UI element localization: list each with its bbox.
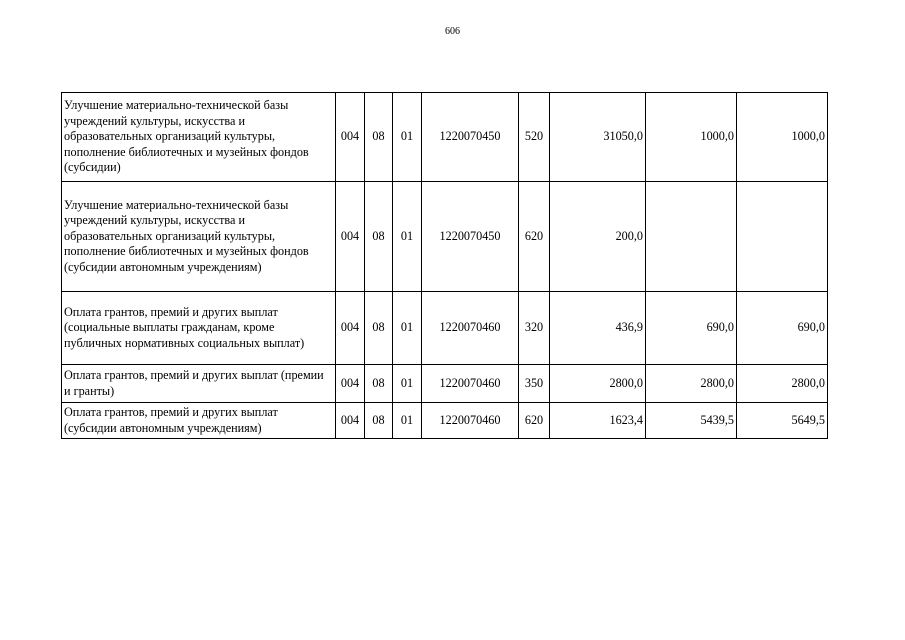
subsection-code-cell: 01 — [393, 182, 422, 292]
expense-name-cell: Оплата грантов, премий и других выплат (социальные выплаты гражданам, кроме публичных нормативных социальных выплат) — [62, 292, 336, 365]
section-code-cell: 08 — [365, 365, 393, 403]
section-code-cell: 08 — [365, 93, 393, 182]
target-article-cell: 1220070460 — [422, 403, 519, 439]
ministry-code-cell: 004 — [336, 182, 365, 292]
table-row — [62, 93, 828, 182]
expense-type-cell: 520 — [519, 93, 550, 182]
table-row — [62, 403, 828, 439]
table-row — [62, 182, 828, 292]
subsection-code-cell: 01 — [393, 403, 422, 439]
amount-cell-1: 1623,4 — [550, 403, 646, 439]
subsection-code-cell: 01 — [393, 292, 422, 365]
expense-type-cell: 350 — [519, 365, 550, 403]
subsection-code-cell: 01 — [393, 365, 422, 403]
amount-cell-1: 2800,0 — [550, 365, 646, 403]
expense-type-cell: 620 — [519, 403, 550, 439]
amount-cell-1: 436,9 — [550, 292, 646, 365]
amount-cell-3 — [737, 182, 828, 292]
expense-name-cell: Улучшение материально-технической базы учреждений культуры, искусства и образовательных организаций культуры, пополнение библиотечных и музейных фондов (субсидии автономным учреждениям) — [62, 182, 336, 292]
amount-cell-2: 690,0 — [646, 292, 737, 365]
target-article-cell: 1220070450 — [422, 93, 519, 182]
page-number: 606 — [445, 26, 460, 37]
amount-cell-3: 5649,5 — [737, 403, 828, 439]
amount-cell-3: 690,0 — [737, 292, 828, 365]
amount-cell-1: 200,0 — [550, 182, 646, 292]
amount-cell-1: 31050,0 — [550, 93, 646, 182]
table-row — [62, 365, 828, 403]
budget-table — [61, 92, 828, 439]
expense-type-cell: 320 — [519, 292, 550, 365]
ministry-code-cell: 004 — [336, 93, 365, 182]
expense-name-cell: Улучшение материально-технической базы учреждений культуры, искусства и образовательных организаций культуры, пополнение библиотечных и музейных фондов (субсидии) — [62, 93, 336, 182]
ministry-code-cell: 004 — [336, 292, 365, 365]
ministry-code-cell: 004 — [336, 365, 365, 403]
ministry-code-cell: 004 — [336, 403, 365, 439]
target-article-cell: 1220070460 — [422, 365, 519, 403]
amount-cell-2 — [646, 182, 737, 292]
expense-type-cell: 620 — [519, 182, 550, 292]
amount-cell-3: 2800,0 — [737, 365, 828, 403]
amount-cell-2: 2800,0 — [646, 365, 737, 403]
section-code-cell: 08 — [365, 292, 393, 365]
expense-name-cell: Оплата грантов, премий и других выплат (субсидии автономным учреждениям) — [62, 403, 336, 439]
amount-cell-2: 5439,5 — [646, 403, 737, 439]
target-article-cell: 1220070450 — [422, 182, 519, 292]
table-row — [62, 292, 828, 365]
section-code-cell: 08 — [365, 403, 393, 439]
subsection-code-cell: 01 — [393, 93, 422, 182]
target-article-cell: 1220070460 — [422, 292, 519, 365]
amount-cell-2: 1000,0 — [646, 93, 737, 182]
amount-cell-3: 1000,0 — [737, 93, 828, 182]
section-code-cell: 08 — [365, 182, 393, 292]
expense-name-cell: Оплата грантов, премий и других выплат (премии и гранты) — [62, 365, 336, 403]
